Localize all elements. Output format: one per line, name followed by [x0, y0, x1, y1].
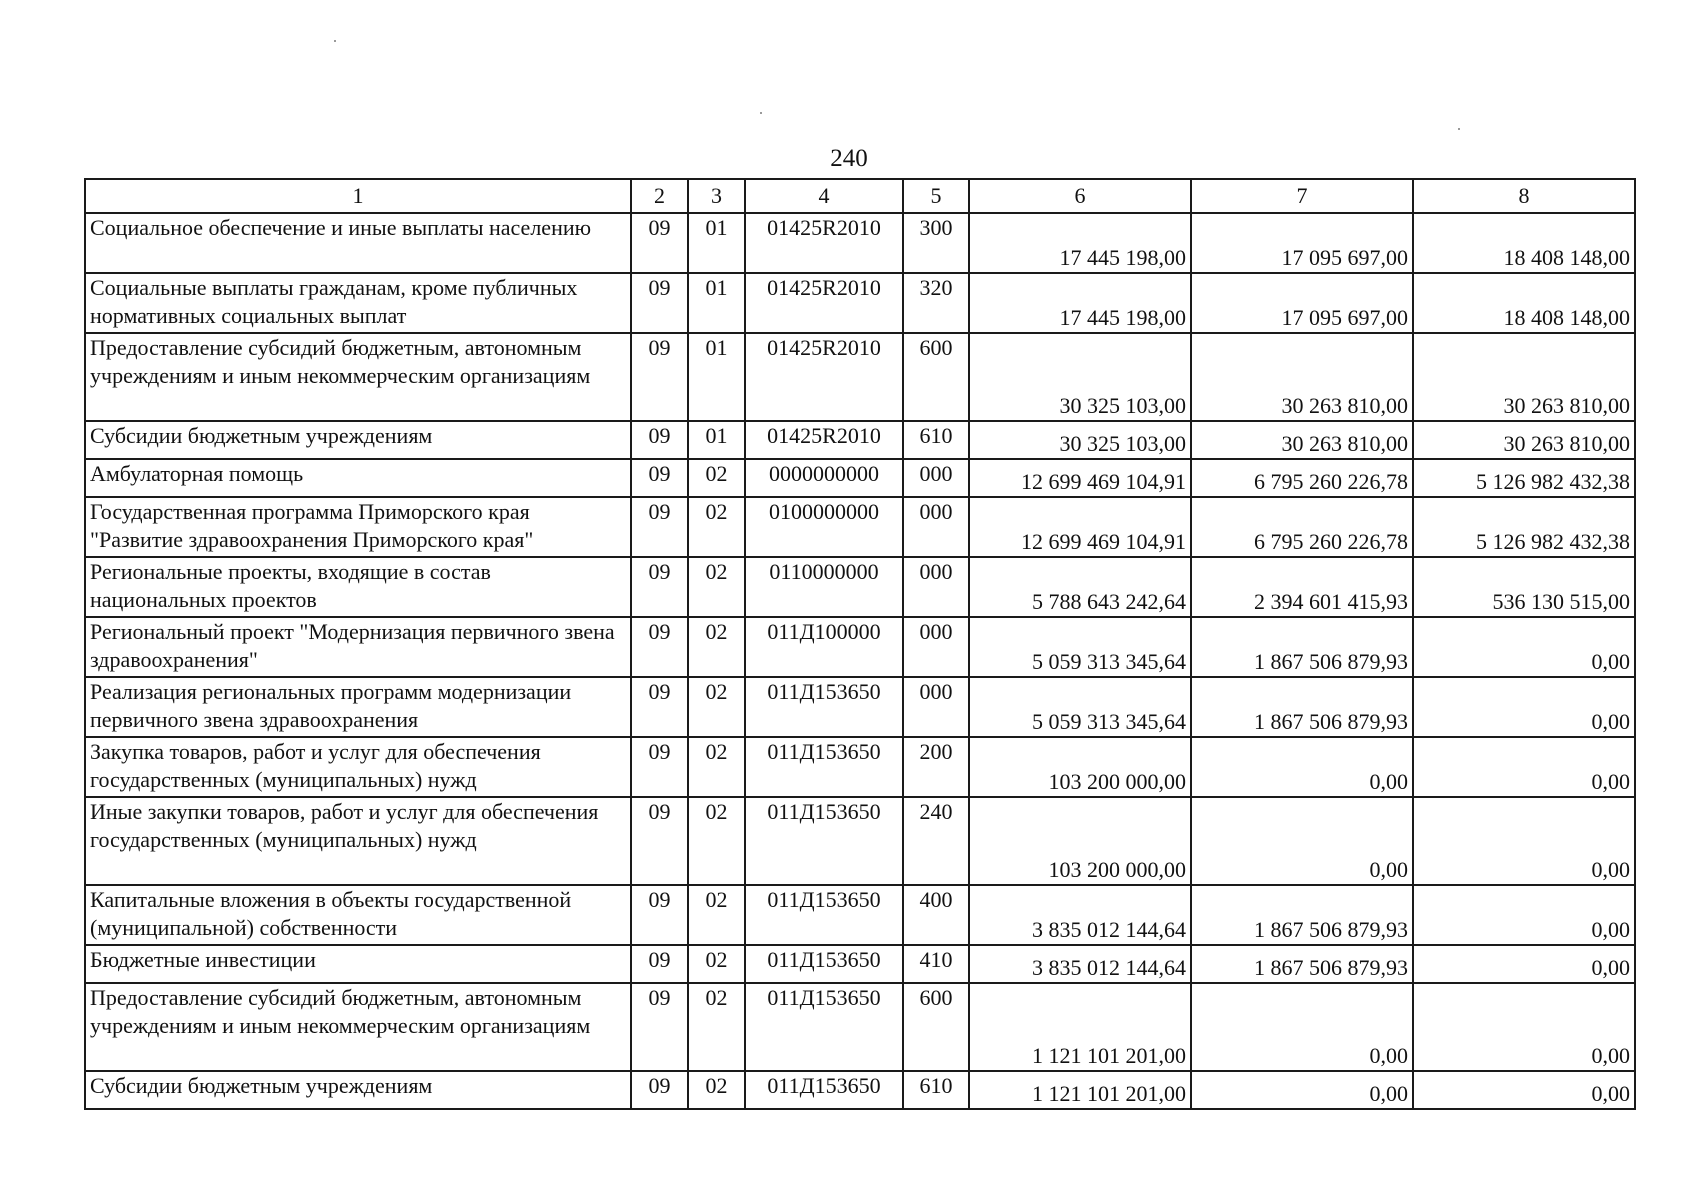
- section-code: 09: [631, 273, 688, 333]
- amount-col-6: 103 200 000,00: [969, 797, 1191, 885]
- column-header: 2: [631, 179, 688, 213]
- amount-col-6: 30 325 103,00: [969, 333, 1191, 421]
- subsection-code: 01: [688, 421, 745, 459]
- amount-col-7: 0,00: [1191, 737, 1413, 797]
- row-name: Государственная программа Приморского края "Развитие здравоохранения Приморского края": [85, 497, 631, 557]
- amount-col-6: 5 788 643 242,64: [969, 557, 1191, 617]
- table-row: [85, 945, 1635, 983]
- amount-col-6: 17 445 198,00: [969, 273, 1191, 333]
- row-name: Субсидии бюджетным учреждениям: [85, 1071, 631, 1109]
- expense-type-code: 600: [903, 333, 969, 421]
- target-article-code: 0100000000: [745, 497, 903, 557]
- amount-col-6: 30 325 103,00: [969, 421, 1191, 459]
- table-row: [85, 617, 1635, 677]
- target-article-code: 01425R2010: [745, 213, 903, 273]
- subsection-code: 02: [688, 885, 745, 945]
- expense-type-code: 410: [903, 945, 969, 983]
- row-name: Региональный проект "Модернизация первичного звена здравоохранения": [85, 617, 631, 677]
- table-row: [85, 737, 1635, 797]
- row-name: Социальные выплаты гражданам, кроме публичных нормативных социальных выплат: [85, 273, 631, 333]
- row-name: Предоставление субсидий бюджетным, автономным учреждениям и иным некоммерческим организациям: [85, 983, 631, 1071]
- amount-col-7: 6 795 260 226,78: [1191, 497, 1413, 557]
- amount-col-6: 12 699 469 104,91: [969, 459, 1191, 497]
- amount-col-7: 1 867 506 879,93: [1191, 945, 1413, 983]
- amount-col-8: 0,00: [1413, 885, 1635, 945]
- subsection-code: 01: [688, 273, 745, 333]
- amount-col-8: 0,00: [1413, 737, 1635, 797]
- header-row: [85, 179, 1635, 213]
- amount-col-8: 536 130 515,00: [1413, 557, 1635, 617]
- expense-type-code: 000: [903, 677, 969, 737]
- scan-speck: [760, 112, 762, 114]
- expense-type-code: 400: [903, 885, 969, 945]
- page-number: 240: [830, 145, 868, 172]
- section-code: 09: [631, 421, 688, 459]
- subsection-code: 02: [688, 945, 745, 983]
- amount-col-8: 0,00: [1413, 617, 1635, 677]
- target-article-code: 011Д153650: [745, 885, 903, 945]
- target-article-code: 011Д153650: [745, 1071, 903, 1109]
- column-header: 7: [1191, 179, 1413, 213]
- amount-col-7: 30 263 810,00: [1191, 421, 1413, 459]
- amount-col-6: 3 835 012 144,64: [969, 945, 1191, 983]
- row-name: Предоставление субсидий бюджетным, автономным учреждениям и иным некоммерческим организациям: [85, 333, 631, 421]
- amount-col-6: 1 121 101 201,00: [969, 1071, 1191, 1109]
- subsection-code: 02: [688, 557, 745, 617]
- amount-col-8: 30 263 810,00: [1413, 421, 1635, 459]
- amount-col-7: 17 095 697,00: [1191, 213, 1413, 273]
- expense-type-code: 000: [903, 497, 969, 557]
- expense-type-code: 200: [903, 737, 969, 797]
- table-row: [85, 885, 1635, 945]
- amount-col-7: 1 867 506 879,93: [1191, 885, 1413, 945]
- section-code: 09: [631, 557, 688, 617]
- amount-col-7: 2 394 601 415,93: [1191, 557, 1413, 617]
- column-header: 5: [903, 179, 969, 213]
- row-name: Бюджетные инвестиции: [85, 945, 631, 983]
- table-row: [85, 421, 1635, 459]
- subsection-code: 02: [688, 617, 745, 677]
- subsection-code: 01: [688, 213, 745, 273]
- column-header: 1: [85, 179, 631, 213]
- table-row: [85, 497, 1635, 557]
- amount-col-8: 0,00: [1413, 797, 1635, 885]
- amount-col-7: 1 867 506 879,93: [1191, 677, 1413, 737]
- row-name: Региональные проекты, входящие в состав национальных проектов: [85, 557, 631, 617]
- subsection-code: 02: [688, 497, 745, 557]
- amount-col-7: 30 263 810,00: [1191, 333, 1413, 421]
- expense-type-code: 610: [903, 421, 969, 459]
- amount-col-6: 3 835 012 144,64: [969, 885, 1191, 945]
- amount-col-8: 5 126 982 432,38: [1413, 459, 1635, 497]
- budget-table: [84, 178, 1636, 1110]
- table-row: [85, 557, 1635, 617]
- column-header: 4: [745, 179, 903, 213]
- column-header: 8: [1413, 179, 1635, 213]
- amount-col-7: 1 867 506 879,93: [1191, 617, 1413, 677]
- target-article-code: 011Д100000: [745, 617, 903, 677]
- section-code: 09: [631, 617, 688, 677]
- subsection-code: 01: [688, 333, 745, 421]
- amount-col-6: 12 699 469 104,91: [969, 497, 1191, 557]
- row-name: Субсидии бюджетным учреждениям: [85, 421, 631, 459]
- target-article-code: 01425R2010: [745, 421, 903, 459]
- amount-col-8: 0,00: [1413, 677, 1635, 737]
- amount-col-6: 17 445 198,00: [969, 213, 1191, 273]
- row-name: Социальное обеспечение и иные выплаты населению: [85, 213, 631, 273]
- amount-col-8: 0,00: [1413, 1071, 1635, 1109]
- subsection-code: 02: [688, 983, 745, 1071]
- amount-col-7: 0,00: [1191, 1071, 1413, 1109]
- row-name: Закупка товаров, работ и услуг для обеспечения государственных (муниципальных) нужд: [85, 737, 631, 797]
- amount-col-7: 0,00: [1191, 797, 1413, 885]
- row-name: Реализация региональных программ модернизации первичного звена здравоохранения: [85, 677, 631, 737]
- subsection-code: 02: [688, 737, 745, 797]
- expense-type-code: 000: [903, 557, 969, 617]
- amount-col-6: 103 200 000,00: [969, 737, 1191, 797]
- amount-col-7: 17 095 697,00: [1191, 273, 1413, 333]
- amount-col-8: 18 408 148,00: [1413, 273, 1635, 333]
- expense-type-code: 300: [903, 213, 969, 273]
- amount-col-6: 1 121 101 201,00: [969, 983, 1191, 1071]
- amount-col-7: 0,00: [1191, 983, 1413, 1071]
- section-code: 09: [631, 677, 688, 737]
- amount-col-6: 5 059 313 345,64: [969, 677, 1191, 737]
- subsection-code: 02: [688, 797, 745, 885]
- target-article-code: 01425R2010: [745, 273, 903, 333]
- section-code: 09: [631, 737, 688, 797]
- subsection-code: 02: [688, 677, 745, 737]
- section-code: 09: [631, 497, 688, 557]
- section-code: 09: [631, 213, 688, 273]
- target-article-code: 01425R2010: [745, 333, 903, 421]
- subsection-code: 02: [688, 1071, 745, 1109]
- table-row: [85, 983, 1635, 1071]
- section-code: 09: [631, 1071, 688, 1109]
- table-row: [85, 213, 1635, 273]
- table-row: [85, 797, 1635, 885]
- column-header: 6: [969, 179, 1191, 213]
- target-article-code: 011Д153650: [745, 945, 903, 983]
- target-article-code: 011Д153650: [745, 983, 903, 1071]
- scan-speck: [1458, 128, 1460, 130]
- amount-col-8: 18 408 148,00: [1413, 213, 1635, 273]
- target-article-code: 011Д153650: [745, 677, 903, 737]
- section-code: 09: [631, 885, 688, 945]
- amount-col-8: 0,00: [1413, 983, 1635, 1071]
- amount-col-8: 0,00: [1413, 945, 1635, 983]
- row-name: Амбулаторная помощь: [85, 459, 631, 497]
- section-code: 09: [631, 333, 688, 421]
- table-row: [85, 333, 1635, 421]
- expense-type-code: 000: [903, 459, 969, 497]
- target-article-code: 0000000000: [745, 459, 903, 497]
- scan-speck: [334, 40, 336, 42]
- column-header: 3: [688, 179, 745, 213]
- subsection-code: 02: [688, 459, 745, 497]
- expense-type-code: 600: [903, 983, 969, 1071]
- expense-type-code: 000: [903, 617, 969, 677]
- section-code: 09: [631, 797, 688, 885]
- amount-col-8: 30 263 810,00: [1413, 333, 1635, 421]
- table-row: [85, 1071, 1635, 1109]
- target-article-code: 011Д153650: [745, 737, 903, 797]
- expense-type-code: 320: [903, 273, 969, 333]
- section-code: 09: [631, 459, 688, 497]
- section-code: 09: [631, 983, 688, 1071]
- row-name: Иные закупки товаров, работ и услуг для обеспечения государственных (муниципальных) нужд: [85, 797, 631, 885]
- amount-col-7: 6 795 260 226,78: [1191, 459, 1413, 497]
- section-code: 09: [631, 945, 688, 983]
- target-article-code: 0110000000: [745, 557, 903, 617]
- row-name: Капитальные вложения в объекты государственной (муниципальной) собственности: [85, 885, 631, 945]
- expense-type-code: 610: [903, 1071, 969, 1109]
- table-row: [85, 459, 1635, 497]
- amount-col-6: 5 059 313 345,64: [969, 617, 1191, 677]
- target-article-code: 011Д153650: [745, 797, 903, 885]
- table-row: [85, 677, 1635, 737]
- table-row: [85, 273, 1635, 333]
- amount-col-8: 5 126 982 432,38: [1413, 497, 1635, 557]
- expense-type-code: 240: [903, 797, 969, 885]
